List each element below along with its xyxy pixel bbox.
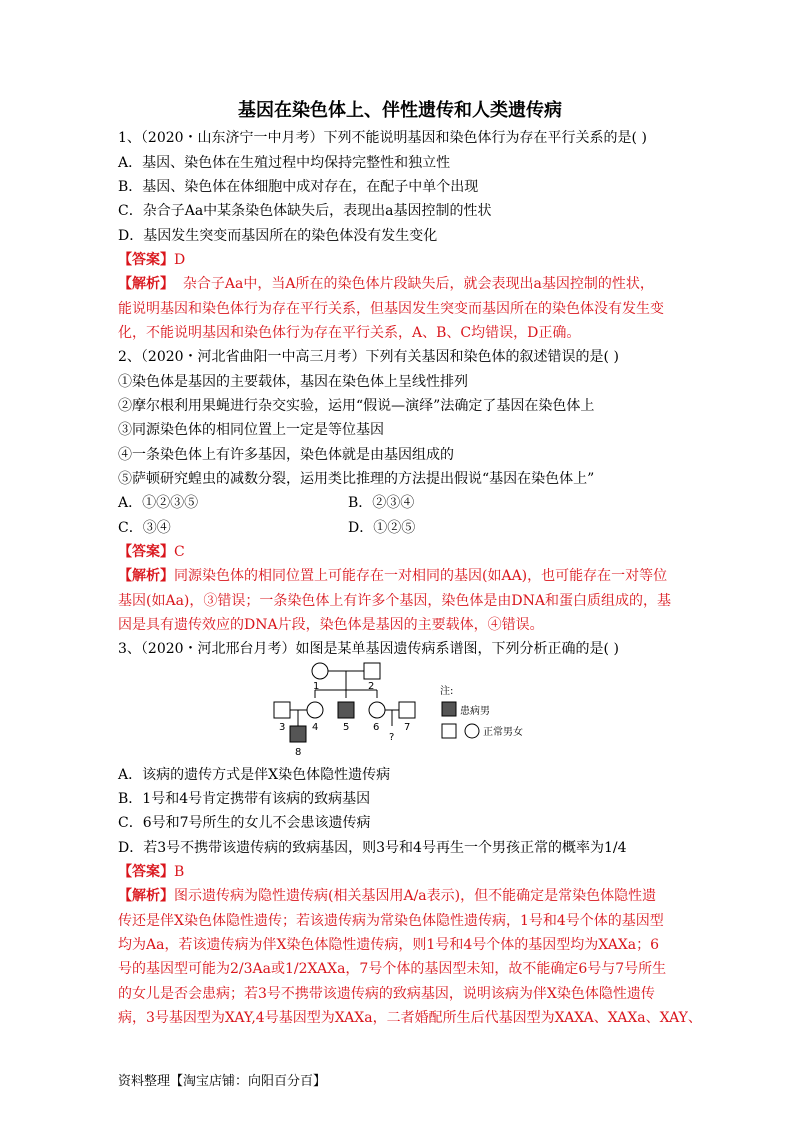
q1-analysis-1: [118, 274, 654, 294]
pedigree-label-6: 6: [373, 722, 380, 733]
analysis-text: 杂合子Aa中，当A所在的染色体片段缺失后，就会表现出a基因控制的性状，: [174, 276, 654, 292]
pedigree-individual-8: [290, 726, 306, 742]
q1-option-a: A．基因、染色体在生殖过程中均保持完整性和独立性: [118, 155, 451, 171]
pedigree-individual-6: [369, 702, 385, 718]
q3-analysis-1: [118, 886, 656, 906]
q3-analysis-6: 病，3号基因型为XAY,4号基因型为XAXa，二者婚配所生后代基因型为XAXA、XAXa、XAY、: [118, 1010, 702, 1026]
pedigree-label-5: 5: [343, 722, 350, 733]
pedigree-individual-2: [364, 663, 380, 679]
q1-stem: 1、（2020・山东济宁一中月考）下列不能说明基因和染色体行为存在平行关系的是( ): [118, 130, 647, 146]
q3-option-a: A．该病的遗传方式是伴X染色体隐性遗传病: [118, 767, 391, 783]
q3-option-d: D．若3号不携带该遗传病的致病基因，则3号和4号再生一个男孩正常的概率为1/4: [118, 840, 627, 856]
pedigree-label-1: 1: [313, 681, 320, 692]
q2-analysis-2: 基因(如Aa)，③错误；一条染色体上有许多个基因，染色体是由DNA和蛋白质组成的，基: [118, 593, 671, 609]
pedigree-label-unknown: ?: [389, 732, 395, 743]
pedigree-individual-4: [307, 702, 323, 718]
q1-option-b: B．基因、染色体在体细胞中成对存在，在配子中单个出现: [118, 179, 479, 195]
pedigree-label-7: 7: [404, 722, 411, 733]
q3-option-c: C．6号和7号所生的女儿不会患该遗传病: [118, 815, 371, 831]
q2-analysis-3: 因是具有遗传效应的DNA片段，染色体是基因的主要载体，④错误。: [118, 617, 544, 633]
answer-label: 【答案】: [118, 544, 174, 560]
pedigree-label-4: 4: [312, 722, 319, 733]
q2-option-d: D．①②⑤: [348, 520, 416, 536]
q3-analysis-2: 传还是伴X染色体隐性遗传；若该遗传病为常染色体隐性遗传病，1号和4号个体的基因型: [118, 913, 664, 929]
pedigree-individual-7: [399, 702, 415, 718]
pedigree-individual-3: [274, 702, 290, 718]
legend-normal-label: 正常男女: [483, 727, 523, 738]
answer-label: 【答案】: [118, 864, 174, 880]
pedigree-label-2: 2: [368, 681, 375, 692]
q2-item-5: ⑤萨顿研究蝗虫的减数分裂，运用类比推理的方法提出假说“基因在染色体上”: [118, 471, 595, 487]
q1-option-d: D．基因发生突变而基因所在的染色体没有发生变化: [118, 228, 438, 244]
q2-option-c: C．③④: [118, 520, 171, 536]
q1-option-c: C．杂合子Aa中某条染色体缺失后，表现出a基因控制的性状: [118, 203, 492, 219]
q2-analysis-1: [118, 566, 667, 586]
legend-normal-female-symbol: [465, 724, 479, 738]
page-footer: 资料整理【淘宝店铺：向阳百分百】: [118, 1074, 327, 1089]
q3-analysis-3: 均为Aa，若该遗传病为伴X染色体隐性遗传病，则1号和4号个体的基因型均为XAXa；6: [118, 937, 660, 953]
analysis-text: 同源染色体的相同位置上可能存在一对相同的基因(如AA)，也可能存在一对等位: [174, 568, 668, 584]
page-title: 基因在染色体上、伴性遗传和人类遗传病: [238, 100, 562, 121]
answer-value: D: [174, 252, 186, 268]
q2-option-a: A．①②③⑤: [118, 495, 199, 511]
q1-analysis-2: 能说明基因和染色体行为存在平行关系，但基因发生突变而基因所在的染色体没有发生变: [118, 301, 664, 317]
pedigree-label-8: 8: [295, 747, 302, 758]
legend-affected-label: 患病男: [460, 706, 490, 717]
q1-analysis-3: 化，不能说明基因和染色体行为存在平行关系，A、B、C均错误，D正确。: [118, 325, 581, 341]
q3-answer: [118, 862, 184, 882]
q3-option-b: B．1号和4号肯定携带有该病的致病基因: [118, 791, 371, 807]
q2-item-4: ④一条染色体上有许多基因，染色体就是由基因组成的: [118, 447, 454, 463]
q3-stem: 3、（2020・河北邢台月考）如图是某单基因遗传病系谱图，下列分析正确的是( ): [118, 641, 619, 657]
analysis-label: 【解析】: [118, 888, 174, 904]
legend-affected-symbol: [442, 702, 456, 716]
pedigree-label-3: 3: [279, 722, 286, 733]
q3-analysis-5: 的女儿是否会患病；若3号不携带该遗传病的致病基因，说明该病为伴X染色体隐性遗传: [118, 986, 655, 1002]
analysis-label: 【解析】: [118, 276, 174, 292]
q2-stem: 2、（2020・河北省曲阳一中高三月考）下列有关基因和染色体的叙述错误的是( ): [118, 349, 619, 365]
legend-title: 注:: [440, 686, 454, 697]
analysis-label: 【解析】: [118, 568, 174, 584]
answer-label: 【答案】: [118, 252, 174, 268]
pedigree-individual-1: [312, 663, 328, 679]
q2-option-b: B．②③④: [348, 495, 415, 511]
q1-answer: [118, 250, 185, 270]
answer-value: C: [174, 544, 185, 560]
pedigree-chart: [262, 660, 548, 760]
q2-item-2: ②摩尔根利用果蝇进行杂交实验，运用“假说—演绎”法确定了基因在染色体上: [118, 398, 595, 414]
q3-analysis-4: 号的基因型可能为2/3Aa或1/2XAXa，7号个体的基因型未知，故不能确定6号与7号所生: [118, 961, 667, 977]
legend-normal-male-symbol: [442, 724, 456, 738]
answer-value: B: [174, 864, 185, 880]
pedigree-individual-5: [338, 702, 354, 718]
q2-item-3: ③同源染色体的相同位置上一定是等位基因: [118, 422, 384, 438]
q2-item-1: ①染色体是基因的主要载体，基因在染色体上呈线性排列: [118, 374, 468, 390]
analysis-text: 图示遗传病为隐性遗传病(相关基因用A/a表示)，但不能确定是常染色体隐性遗: [174, 888, 657, 904]
q2-answer: [118, 542, 185, 562]
